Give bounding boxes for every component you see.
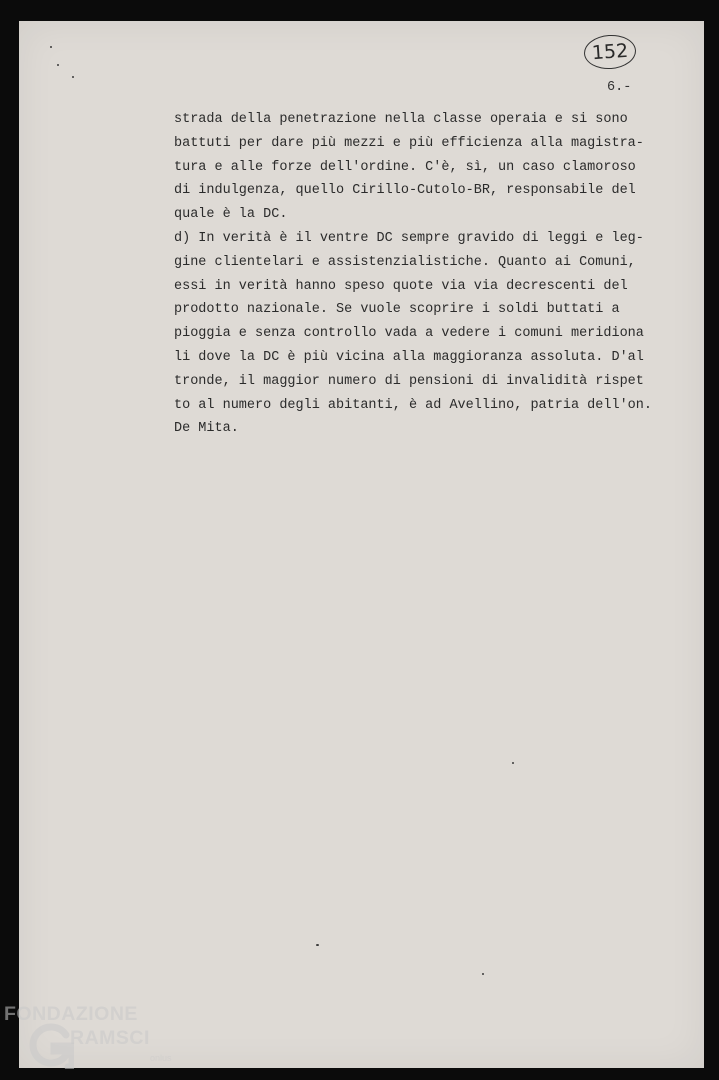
text-line: tura e alle forze dell'ordine. C'è, sì, un caso clamoroso xyxy=(174,159,636,175)
text-line: De Mita. xyxy=(174,421,239,437)
paper-speck xyxy=(57,64,59,66)
page-number: 6.- xyxy=(607,80,632,95)
paper-speck xyxy=(72,76,74,78)
typed-text-body xyxy=(174,108,674,441)
text-line: to al numero degli abitanti, è ad Avellino, patria dell'on. xyxy=(174,397,652,413)
text-line: essi in verità hanno speso quote via via decrescenti del xyxy=(174,278,628,294)
text-line: strada della penetrazione nella classe operaia e si sono xyxy=(174,112,628,127)
text-line: pioggia e senza controllo vada a vedere i comuni meridiona xyxy=(174,326,644,342)
text-line: prodotto nazionale. Se vuole scoprire i soldi buttati a xyxy=(174,302,620,318)
text-line: battuti per dare più mezzi e più efficienza alla magistra- xyxy=(174,135,644,151)
watermark-line1: FONDAZIONE xyxy=(4,1003,138,1025)
watermark-line2: RAMSCI xyxy=(70,1027,150,1049)
text-line: d) In verità è il ventre DC sempre gravido di leggi e leg- xyxy=(174,230,644,246)
watermark-logo xyxy=(4,1003,179,1075)
paper-speck xyxy=(512,762,514,764)
watermark-line3: onlus xyxy=(150,1053,172,1063)
text-line: tronde, il maggior numero di pensioni di invalidità rispet xyxy=(174,373,644,389)
paper-speck xyxy=(482,973,484,975)
gramsci-g-icon xyxy=(28,1023,74,1069)
paper-speck xyxy=(316,944,319,946)
text-line: li dove la DC è più vicina alla maggioranza assoluta. D'al xyxy=(174,349,644,365)
paper-speck xyxy=(50,46,52,48)
text-line: gine clientelari e assistenzialistiche. Quanto ai Comuni, xyxy=(174,254,636,270)
text-line: quale è la DC. xyxy=(174,207,288,223)
archive-number-stamp: 152 xyxy=(583,33,637,71)
text-line: di indulgenza, quello Cirillo-Cutolo-BR, responsabile del xyxy=(174,183,636,199)
